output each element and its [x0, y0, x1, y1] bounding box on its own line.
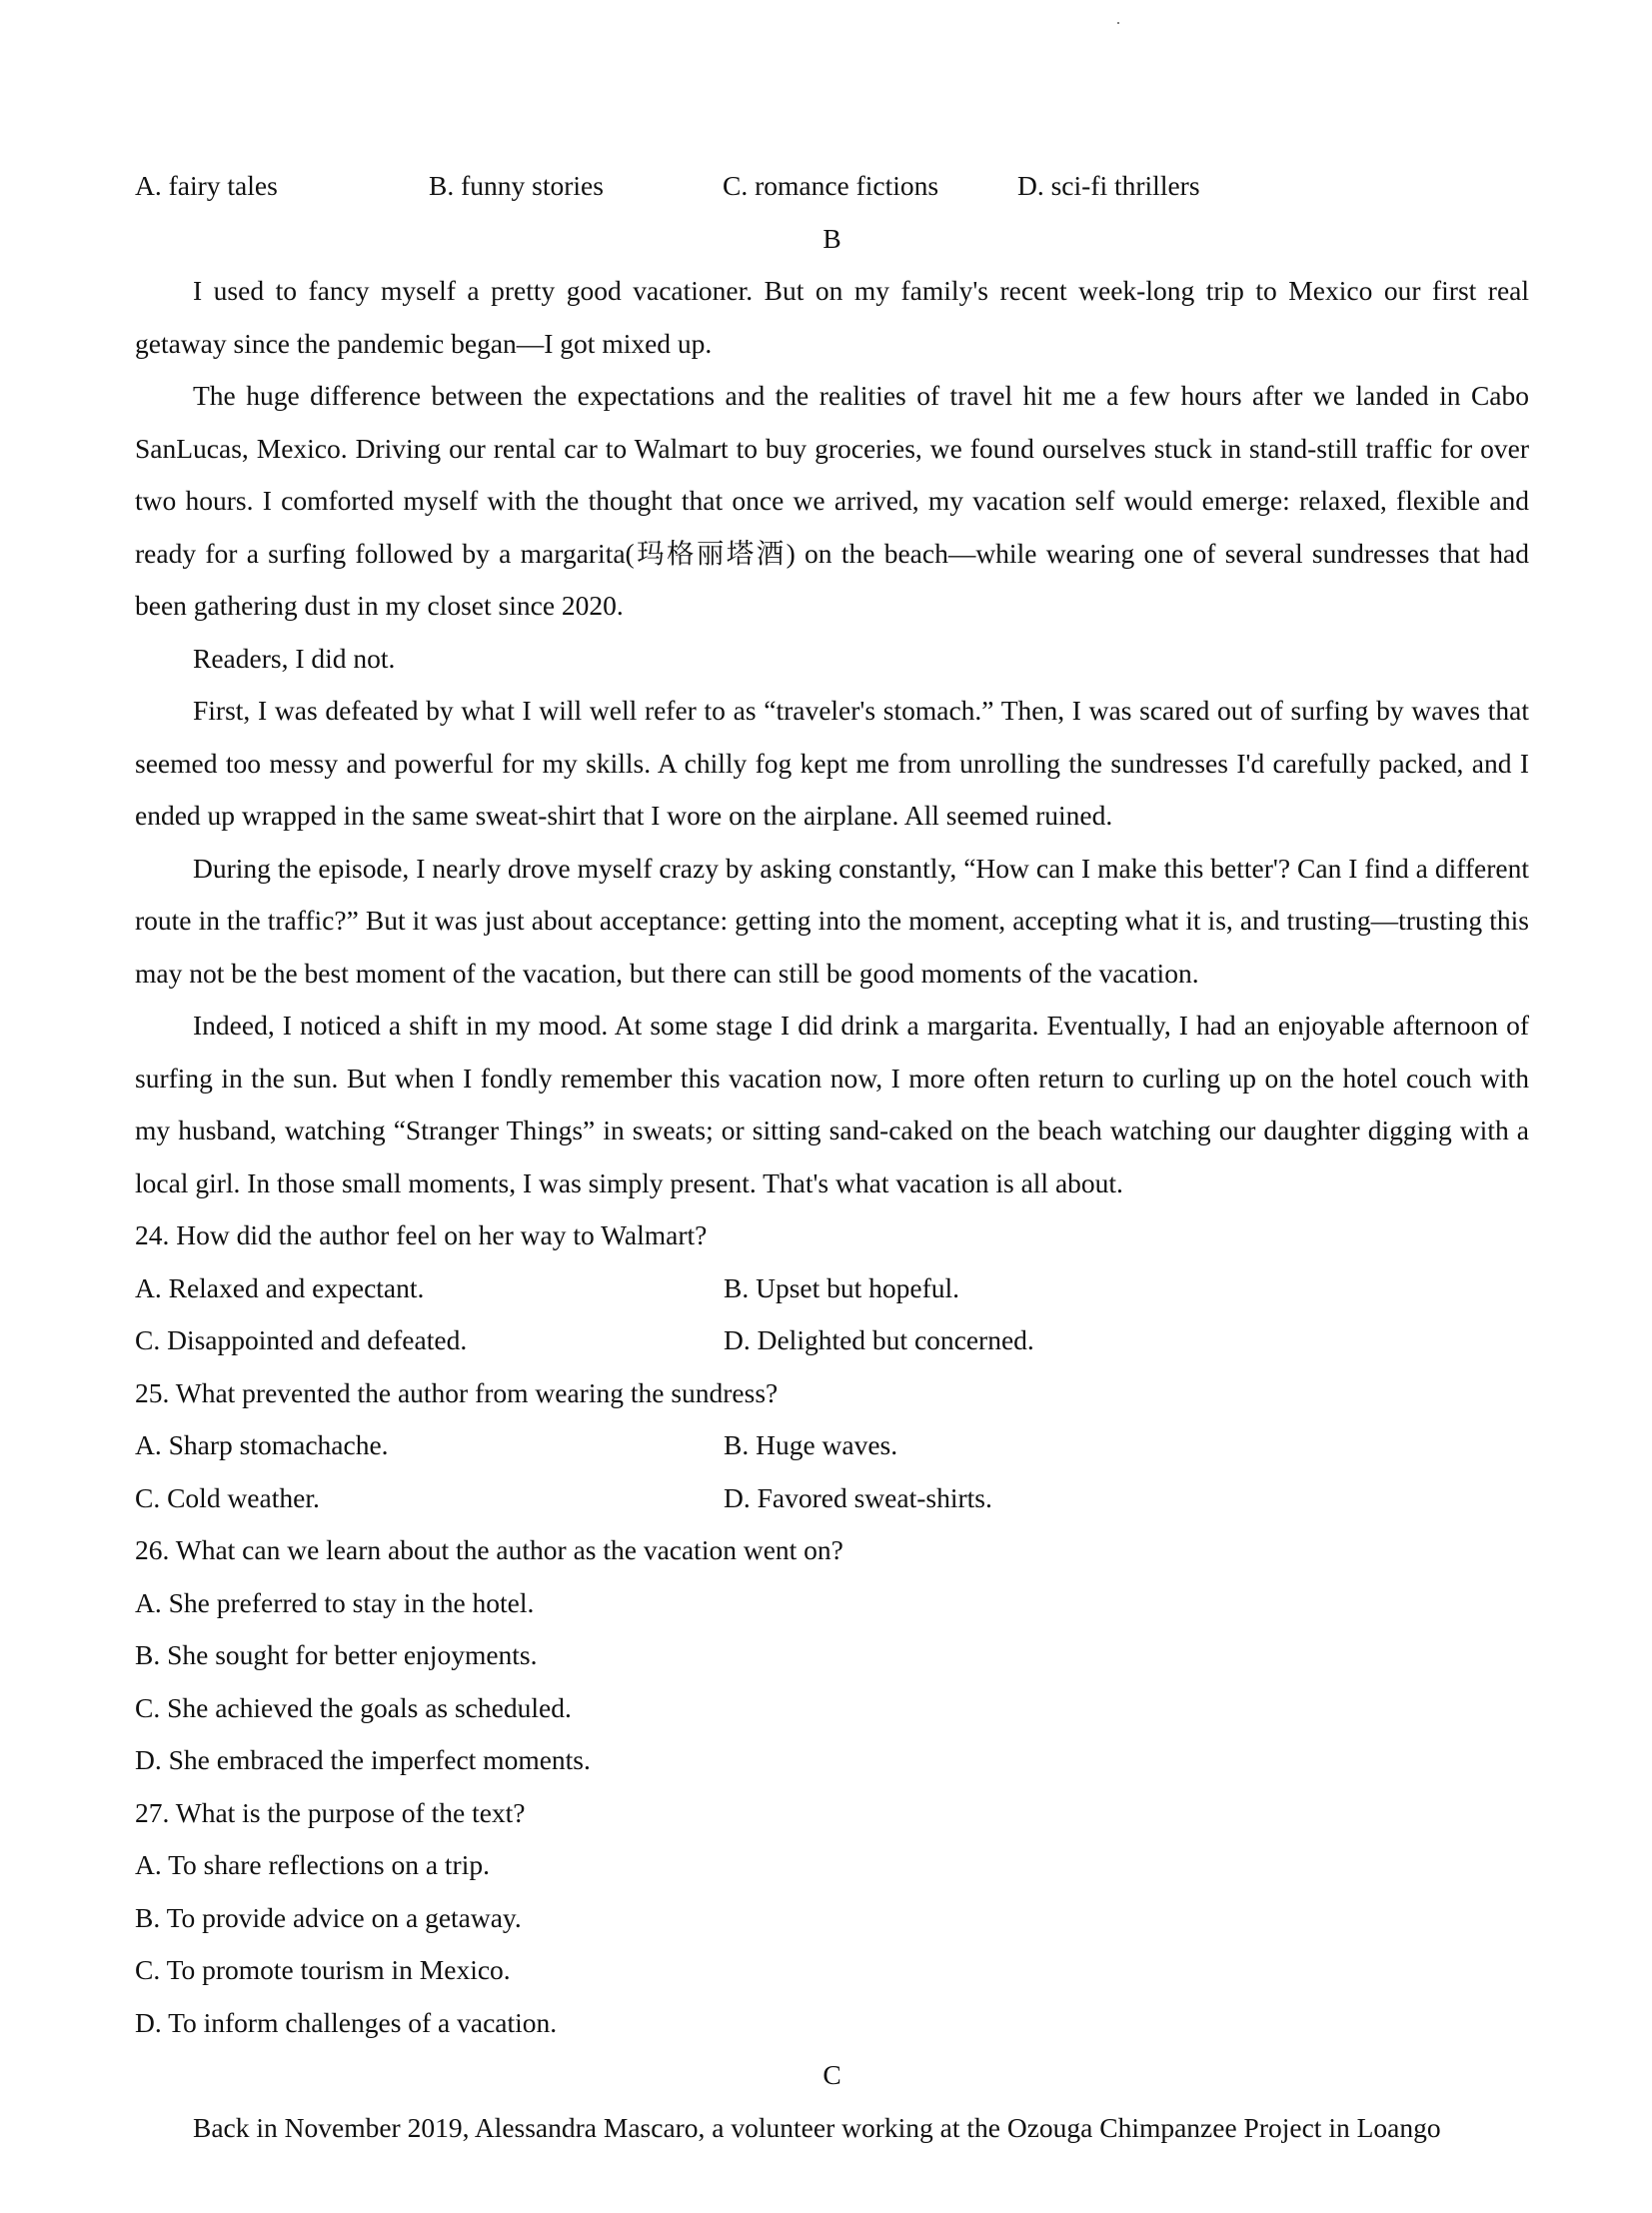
q26-option-a: A. She preferred to stay in the hotel. [135, 1586, 535, 1618]
q25-option-a: A. Sharp stomachache. [135, 1429, 389, 1460]
q24-option-c: C. Disappointed and defeated. [135, 1324, 468, 1355]
question-25-options-row-1 [135, 1419, 1529, 1472]
question-27: 27. What is the purpose of the text? [135, 1796, 526, 1828]
scan-dot [1117, 22, 1119, 24]
q24-option-b: B. Upset but hopeful. [724, 1271, 960, 1303]
option-d: D. sci-fi thrillers [1017, 170, 1200, 201]
q27-option-a: A. To share reflections on a trip. [135, 1849, 490, 1880]
q27-option-d: D. To inform challenges of a vacation. [135, 2006, 558, 2038]
q26-option-c: C. She achieved the goals as scheduled. [135, 1691, 572, 1723]
option-c: C. romance fictions [723, 170, 939, 201]
section-b-heading: B [823, 222, 841, 254]
option-b: B. funny stories [429, 170, 604, 201]
question-24: 24. How did the author feel on her way to Walmart? [135, 1219, 708, 1250]
passage-paragraph: During the episode, I nearly drove myself crazy by asking constantly, “How can I make this better'? Can I find a different route in the traffic?” But it was just about acceptance: getting into the moment, accepting what it is, and trusting—trusting this may not be the best moment of the vacation, but there can still be good moments of the vacation. [135, 852, 1529, 989]
q25-option-c: C. Cold weather. [135, 1481, 320, 1513]
question-25: 25. What prevented the author from wearing the sundress? [135, 1376, 779, 1408]
exam-page [135, 160, 1529, 2154]
q26-option-d: D. She embraced the imperfect moments. [135, 1744, 591, 1775]
passage-paragraph: Readers, I did not. [193, 642, 396, 674]
section-c-heading: C [823, 2059, 841, 2090]
option-a: A. fairy tales [135, 170, 278, 201]
section-c-first-paragraph: Back in November 2019, Alessandra Mascaro, a volunteer working at the Ozouga Chimpanzee Project in Loango [193, 2111, 1441, 2143]
passage-paragraph: Indeed, I noticed a shift in my mood. At some stage I did drink a margarita. Eventually, I had an enjoyable afternoon of surfing in the sun. But when I fondly remember this vacation now, I more often return to curling up on the hotel couch with my husband, watching “Stranger Things” in sweats; or sitting sand-caked on the beach watching our daughter digging with a local girl. In those small moments, I was simply present. That's what vacation is all about. [135, 1010, 1529, 1198]
q24-option-d: D. Delighted but concerned. [724, 1324, 1034, 1355]
prev-question-options [135, 160, 1529, 213]
question-24-options-row-2 [135, 1314, 1529, 1367]
q25-option-d: D. Favored sweat-shirts. [724, 1481, 992, 1513]
q27-option-c: C. To promote tourism in Mexico. [135, 1954, 511, 1985]
question-24-options-row-1 [135, 1262, 1529, 1315]
q24-option-a: A. Relaxed and expectant. [135, 1271, 425, 1303]
question-26: 26. What can we learn about the author as the vacation went on? [135, 1534, 843, 1565]
q25-option-b: B. Huge waves. [724, 1429, 898, 1460]
q26-option-b: B. She sought for better enjoyments. [135, 1639, 538, 1670]
passage-paragraph: First, I was defeated by what I will well refer to as “traveler's stomach.” Then, I was scared out of surfing by waves that seemed too messy and powerful for my skills. A chilly fog kept me from unrolling the sundresses I'd carefully packed, and I ended up wrapped in the same sweat-shirt that I wore on the airplane. All seemed ruined. [135, 695, 1529, 831]
passage-paragraph: I used to fancy myself a pretty good vacationer. But on my family's recent week-long trip to Mexico our first real getaway since the pandemic began—I got mixed up. [135, 275, 1529, 359]
passage-paragraph: The huge difference between the expectations and the realities of travel hit me a few hours after we landed in Cabo SanLucas, Mexico. Driving our rental car to Walmart to buy groceries, we found ourselves stuck in stand-still traffic for over two hours. I comforted myself with the thought that once we arrived, my vacation self would emerge: relaxed, flexible and ready for a surfing followed by a margarita(玛格丽塔酒) on the beach—while wearing one of several sundresses that had been gathering dust in my closet since 2020. [135, 380, 1529, 621]
q27-option-b: B. To provide advice on a getaway. [135, 1901, 522, 1933]
question-25-options-row-2 [135, 1472, 1529, 1525]
